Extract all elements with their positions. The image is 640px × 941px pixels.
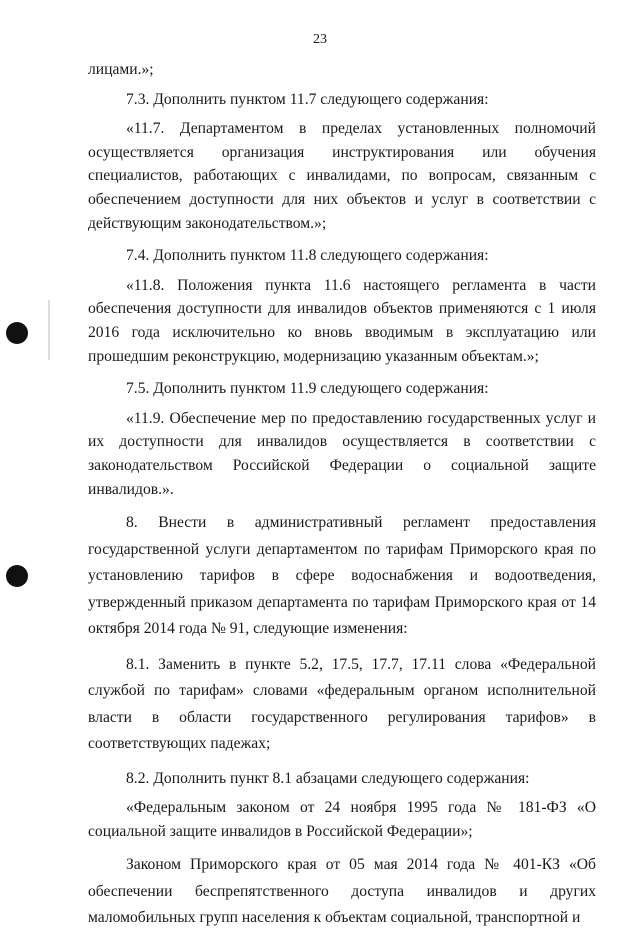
paragraph-11-9: «11.9. Обеспечение мер по предоставлению государственных услуг и их доступности для инвалидов осуществляется в соответствии с законодательством Российской Федерации о социальной защите инвалидов.». xyxy=(88,409,596,498)
paragraph-8: 8. Внести в административный регламент предоставления государственной услуги департаментом по тарифам Приморского края по установлению тарифов в сфере водоснабжения и водоотведения, утвержденный приказом департамента по тарифам Приморского края от 14 октября 2014 года № 91, следующие изменения: xyxy=(88,514,596,638)
paragraph-11-7: «11.7. Департаментом в пределах установленных полномочий осуществляется организация инструктирования или обучения специалистов, работающих с инвалидами, по вопросам, связанным с обеспечением доступности для них объектов и услуг в соответствии с действующим законодательством.»; xyxy=(88,120,596,232)
paragraph-7-3: 7.3. Дополнить пунктом 11.7 следующего содержания: xyxy=(126,90,489,108)
document-body xyxy=(88,58,596,941)
paragraph-federal-law: «Федеральным законом от 24 ноября 1995 года № 181-ФЗ «О социальной защите инвалидов в Российской Федерации»; xyxy=(88,799,596,840)
punch-hole-top xyxy=(6,322,28,344)
paragraph-8-1: 8.1. Заменить в пункте 5.2, 17.5, 17.7, 17.11 слова «Федеральной службой по тарифам» словами «федеральным органом исполнительной власти в области государственного регулирования тарифов» в соответствующих падежах; xyxy=(88,655,596,753)
punch-hole-bottom xyxy=(6,565,28,587)
paragraph-continuation: лицами.»; xyxy=(88,61,154,78)
paragraph-11-8: «11.8. Положения пункта 11.6 настоящего регламента в части обеспечения доступности для инвалидов объектов применяются с 1 июля 2016 года исключительно ко вновь вводимым в эксплуатацию или прошедшим реконструкцию, модернизацию указанным объектам.»; xyxy=(88,276,596,365)
paragraph-regional-law: Законом Приморского края от 05 мая 2014 года № 401-КЗ «Об обеспечении беспрепятственного доступа инвалидов и других маломобильных групп населения к объектам социальной, транспортной и xyxy=(88,856,596,927)
paragraph-7-5: 7.5. Дополнить пунктом 11.9 следующего содержания: xyxy=(126,380,489,398)
page-number: 23 xyxy=(313,32,327,47)
scan-edge-mark xyxy=(48,300,50,360)
paragraph-7-4: 7.4. Дополнить пунктом 11.8 следующего содержания: xyxy=(126,247,489,265)
paragraph-8-2: 8.2. Дополнить пункт 8.1 абзацами следующего содержания: xyxy=(126,769,530,787)
